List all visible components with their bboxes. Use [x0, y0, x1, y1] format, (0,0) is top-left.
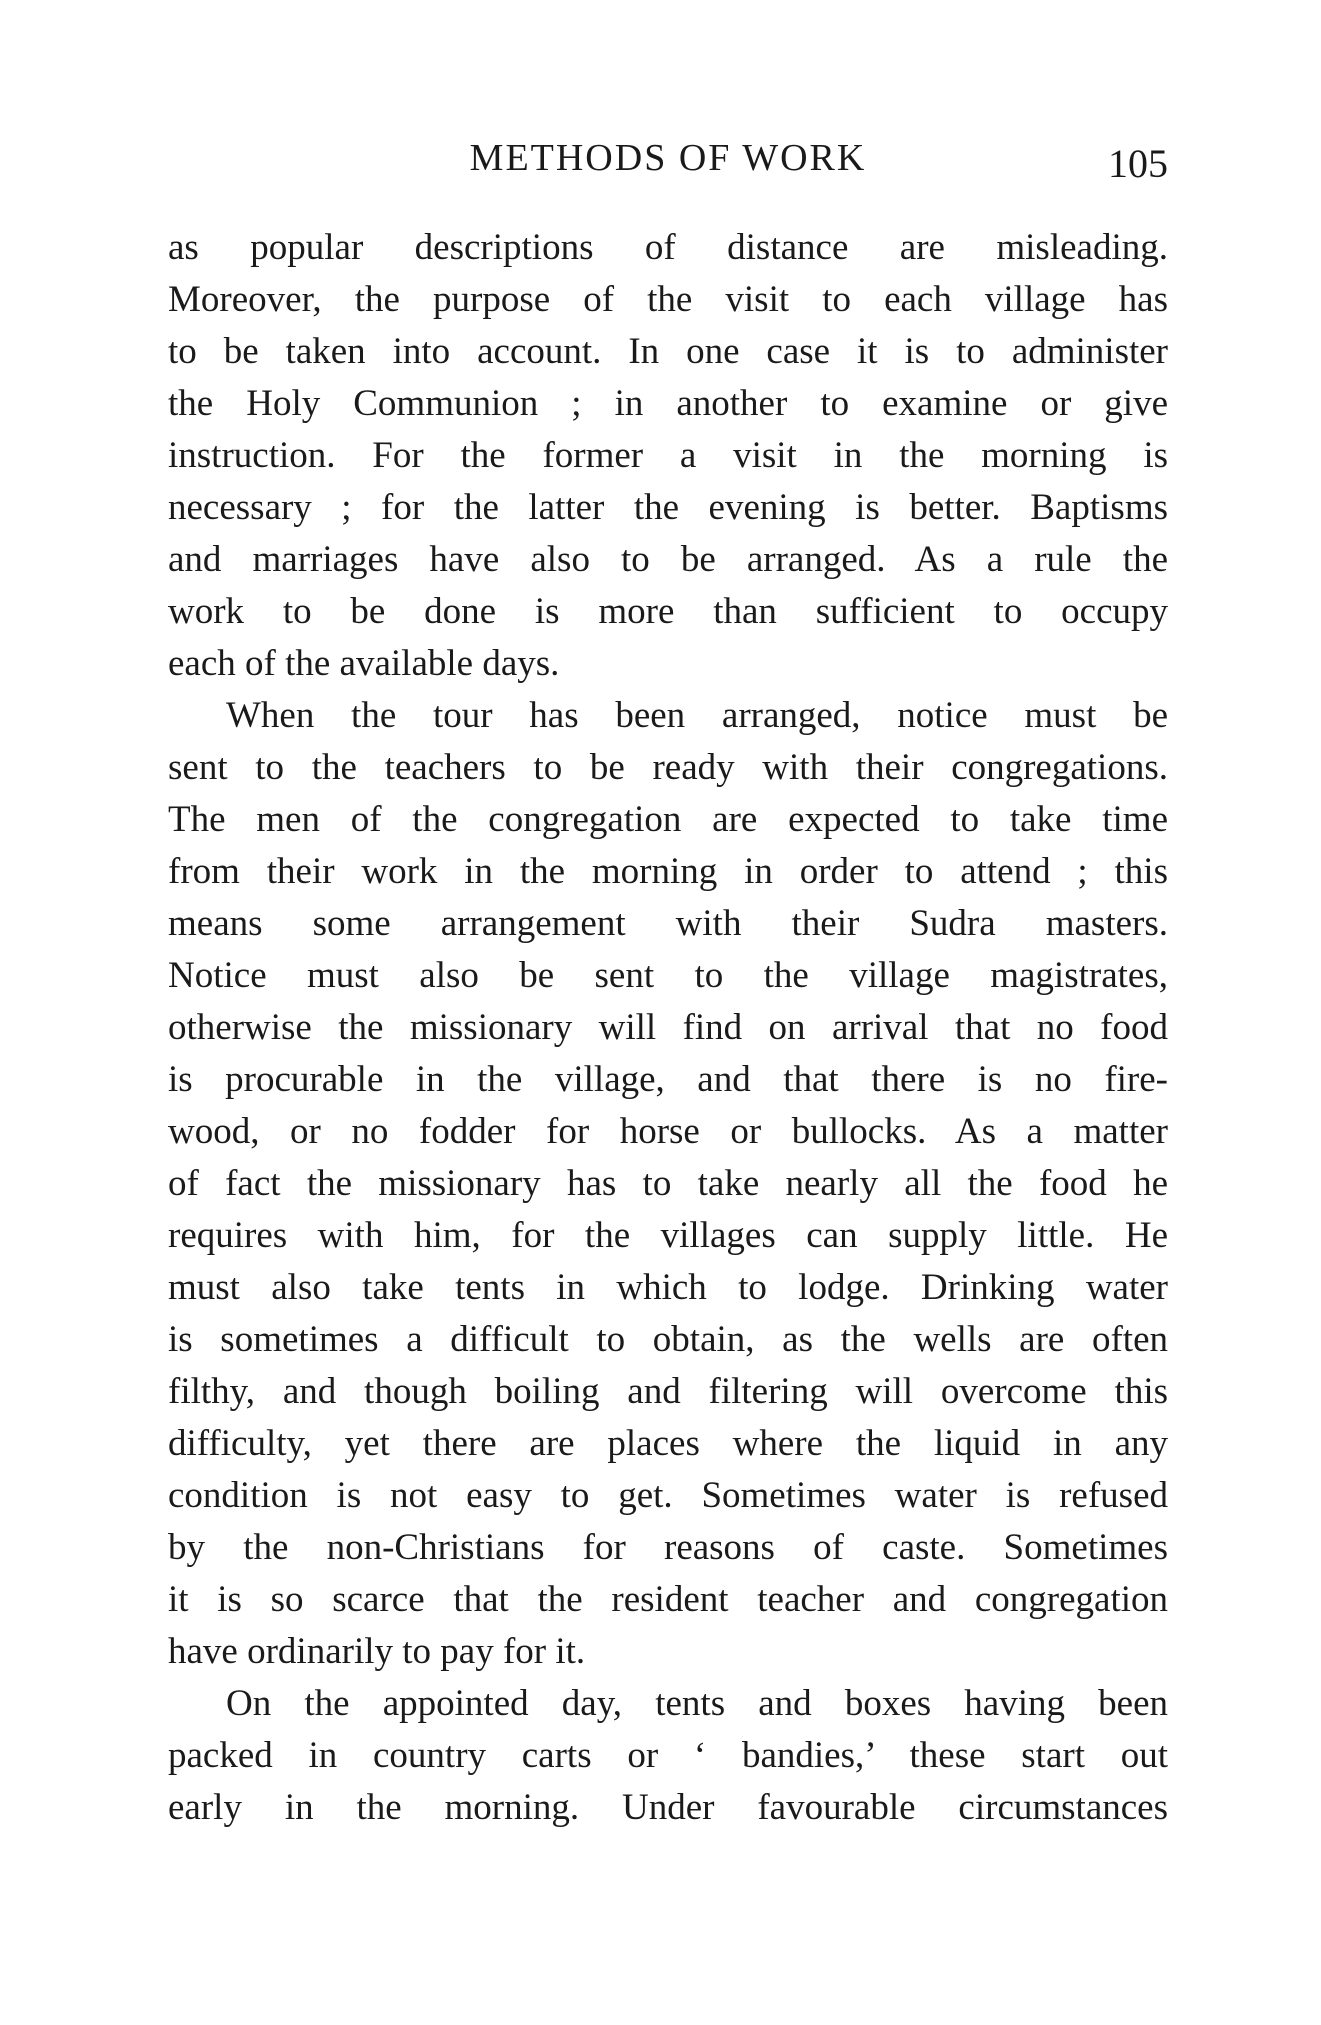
text-line: packed in country carts or ‘ bandies,’ these start out [168, 1735, 1168, 1776]
paragraph-3 [168, 1678, 1168, 1834]
text-line: must also take tents in which to lodge. Drinking water [168, 1267, 1168, 1308]
text-line: otherwise the missionary will find on arrival that no food [168, 1007, 1168, 1048]
text-line: The men of the congregation are expected to take time [168, 799, 1168, 840]
text-line: it is so scarce that the resident teacher and congregation [168, 1579, 1168, 1620]
paragraph-1 [168, 222, 1168, 690]
paragraph-2 [168, 690, 1168, 1678]
body-text [168, 222, 1168, 1834]
text-line: When the tour has been arranged, notice must be [226, 695, 1168, 736]
running-head [168, 136, 1168, 186]
text-line: have ordinarily to pay for it. [168, 1631, 586, 1672]
text-line: the Holy Communion ; in another to examine or give [168, 383, 1168, 424]
text-line: early in the morning. Under favourable circumstances [168, 1787, 1168, 1828]
text-line: wood, or no fodder for horse or bullocks. As a matter [168, 1111, 1168, 1152]
text-line: filthy, and though boiling and filtering will overcome this [168, 1371, 1168, 1412]
text-line: as popular descriptions of distance are misleading. [168, 227, 1168, 268]
text-line: means some arrangement with their Sudra masters. [168, 903, 1168, 944]
page-number: 105 [1108, 141, 1168, 186]
text-line: requires with him, for the villages can supply little. He [168, 1215, 1168, 1256]
text-line: from their work in the morning in order to attend ; this [168, 851, 1168, 892]
text-line: work to be done is more than sufficient to occupy [168, 591, 1168, 632]
text-line: and marriages have also to be arranged. As a rule the [168, 539, 1168, 580]
text-line: necessary ; for the latter the evening is better. Baptisms [168, 487, 1168, 528]
text-line: sent to the teachers to be ready with their congregations. [168, 747, 1168, 788]
text-line: condition is not easy to get. Sometimes water is refused [168, 1475, 1168, 1516]
text-line: Notice must also be sent to the village magistrates, [168, 955, 1168, 996]
text-line: Moreover, the purpose of the visit to each village has [168, 279, 1168, 320]
text-line: by the non-Christians for reasons of caste. Sometimes [168, 1527, 1168, 1568]
text-line: to be taken into account. In one case it is to administer [168, 331, 1168, 372]
text-line: is procurable in the village, and that there is no fire- [168, 1059, 1168, 1100]
text-line: of fact the missionary has to take nearly all the food he [168, 1163, 1168, 1204]
text-line: On the appointed day, tents and boxes having been [226, 1683, 1168, 1724]
running-title: METHODS OF WORK [469, 137, 867, 179]
text-line: is sometimes a difficult to obtain, as the wells are often [168, 1319, 1168, 1360]
text-line: each of the available days. [168, 643, 560, 684]
text-line: instruction. For the former a visit in the morning is [168, 435, 1168, 476]
text-line: difficulty, yet there are places where the liquid in any [168, 1423, 1168, 1464]
